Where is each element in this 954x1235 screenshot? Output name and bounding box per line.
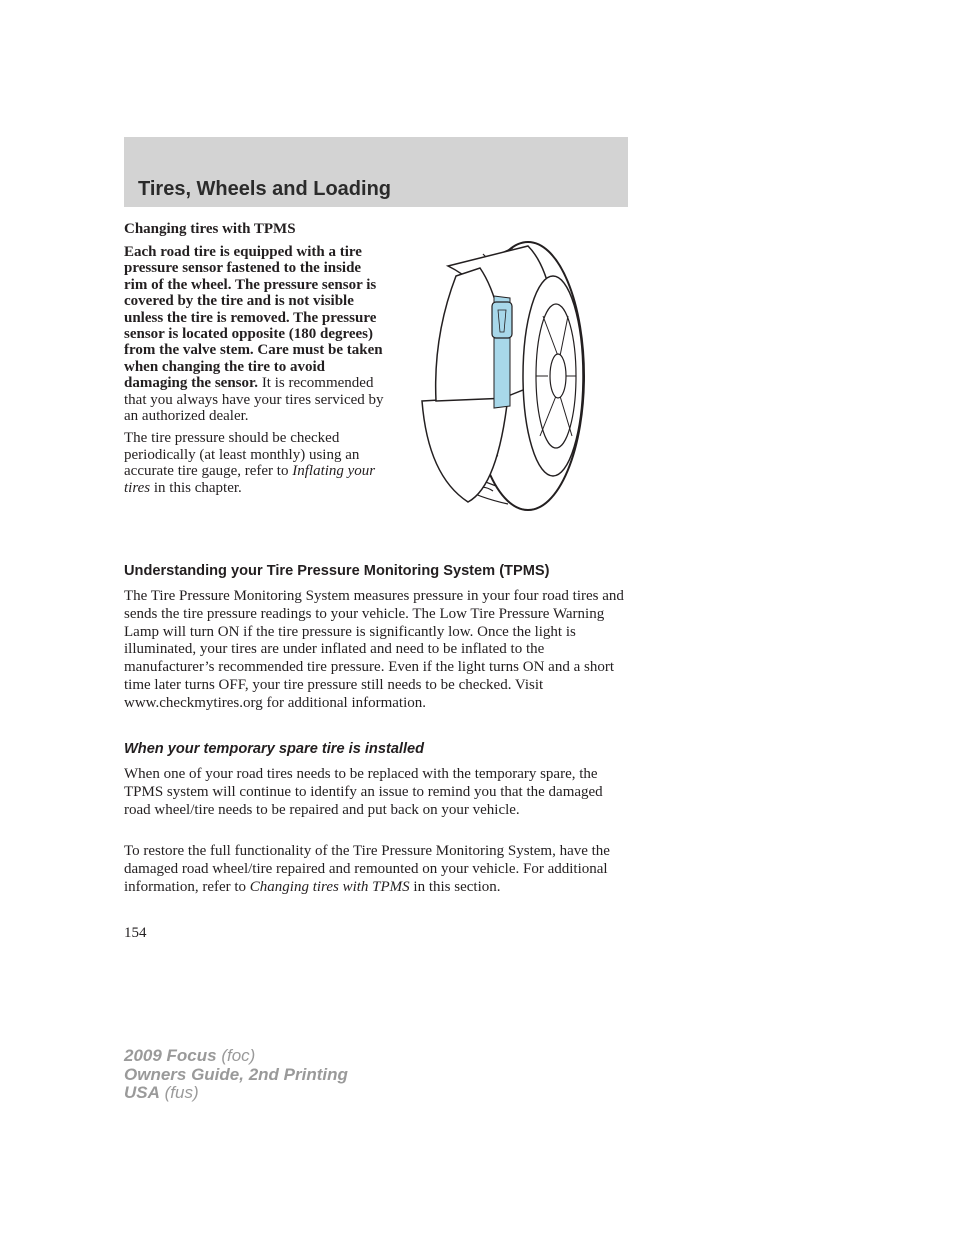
- intro-paragraph-2: [124, 430, 386, 496]
- inflating-tires-link[interactable]: Inflating your tires: [124, 463, 376, 496]
- header-band: [124, 137, 628, 207]
- footer-line-3: [124, 1084, 348, 1103]
- footer-model-code: (foc): [216, 1046, 256, 1065]
- footer-model: 2009 Focus: [124, 1046, 217, 1065]
- page-title: Tires, Wheels and Loading: [138, 178, 392, 200]
- tire-pressure-sensor-illustration: [418, 236, 586, 514]
- section-heading-tpms: Understanding your Tire Pressure Monitoring System (TPMS): [124, 563, 550, 579]
- intro-bold-text: Each road tire is equipped with a tire pressure sensor fastened to the inside rim of the wheel. The pressure sensor is covered by the tire and is not visible unless the tire is removed. The pressure sensor is located opposite (180 degrees) from the valve stem. Care must be taken when changing the tire to avoid damaging the sensor.: [124, 244, 383, 392]
- tpms-body: The Tire Pressure Monitoring System measures pressure in your four road tires and sends the tire pressure readings to your vehicle. The Low Tire Pressure Warning Lamp will turn ON if the tire pressure is significantly low. Once the light is illuminated, your tires are under inflated and need to be inflated to the manufacturer’s recommended tire pressure. Even if the light turns ON and a short time later turns OFF, your tire pressure still needs to be checked. Visit www.checkmytires.org for additional information.: [124, 588, 624, 711]
- intro-column: [124, 244, 386, 502]
- section-heading-spare: When your temporary spare tire is installed: [124, 741, 425, 757]
- changing-tires-link[interactable]: Changing tires with TPMS: [249, 878, 410, 895]
- intro-p2-start: The tire pressure should be checked periodically (at least monthly) using an accurate tire gauge, refer to: [124, 430, 360, 480]
- footer-line-2: [124, 1066, 348, 1085]
- footer-region: USA: [124, 1083, 160, 1102]
- spare-paragraph-1: When one of your road tires needs to be replaced with the temporary spare, the TPMS system will continue to identify an issue to remind you that the damaged road wheel/tire needs to be repaired and put back on your vehicle.: [124, 766, 603, 818]
- intro-normal-text: It is recommended that you always have your tires serviced by an authorized dealer.: [124, 375, 384, 425]
- footer-region-code: (fus): [159, 1083, 199, 1102]
- intro-paragraph: [124, 244, 386, 424]
- spare-paragraph-2: [124, 843, 628, 896]
- section-heading-changing-tires: Changing tires with TPMS: [124, 221, 296, 237]
- intro-p2-end: in this chapter.: [150, 479, 242, 496]
- document-footer: [124, 1047, 348, 1103]
- footer-line-1: [124, 1047, 348, 1066]
- page-number: 154: [124, 925, 147, 941]
- spare-p2-end: in this section.: [409, 878, 501, 895]
- footer-guide: Owners Guide, 2nd Printing: [124, 1064, 348, 1084]
- spare-p2-start: To restore the full functionality of the Tire Pressure Monitoring System, have the damaged road wheel/tire repaired and remounted on your vehicle. For additional information, refer to: [124, 843, 610, 895]
